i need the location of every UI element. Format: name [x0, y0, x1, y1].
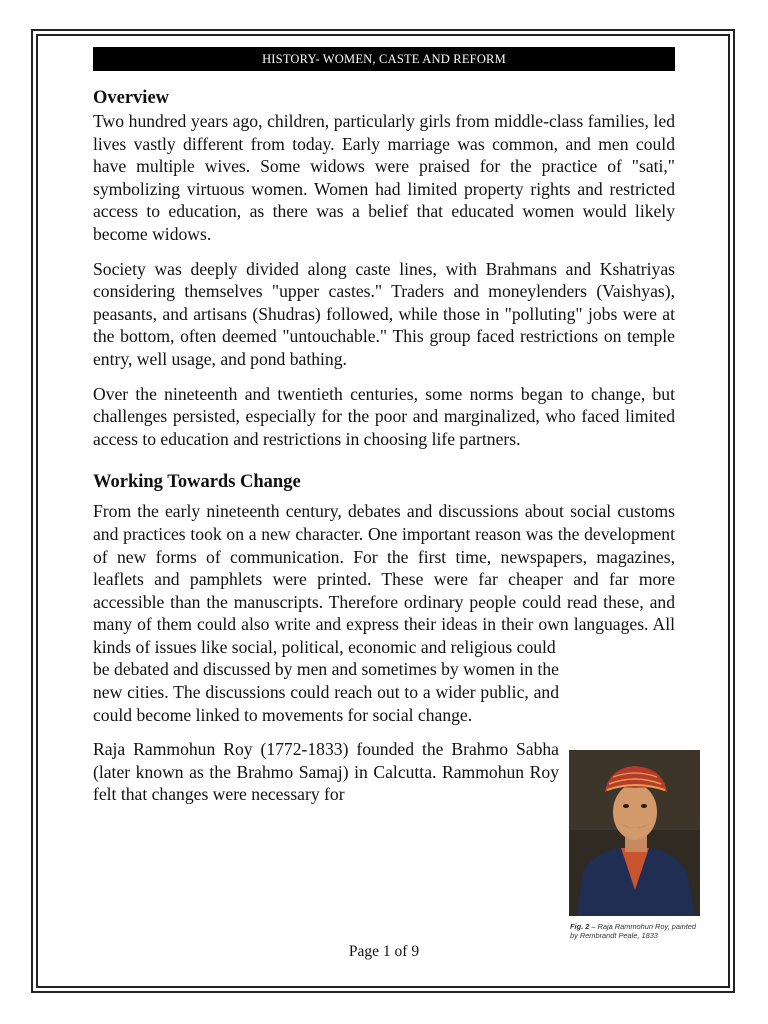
- overview-paragraph-2: Society was deeply divided along caste lines, with Brahmans and Kshatriyas considering themselves "upper castes." Traders and moneylenders (Vaishyas), peasants, and artisans (Shudras) followed, while those in "polluting" jobs were at the bottom, often deemed "untouchable." This group faced restrictions on temple entry, well usage, and pond bathing.: [93, 258, 675, 369]
- overview-paragraph-3: Over the nineteenth and twentieth centuries, some norms began to change, but challenges persisted, especially for the poor and marginalized, who faced limited access to education and restrictions in choosing life partners.: [93, 383, 675, 449]
- figure-caption-label: Fig. 2: [570, 922, 590, 931]
- figure-caption-text: – Raja Rammohun Roy, painted by Rembrandt Peale, 1833: [570, 922, 696, 940]
- portrait-image: [569, 750, 700, 916]
- main-content: [93, 86, 675, 818]
- figure: [569, 750, 700, 940]
- working-paragraph-1: From the early nineteenth century, debates and discussions about social customs and practices took on a new character. One important reason was the development of new forms of communication. For the first time, newspapers, magazines, leaflets and pamphlets were printed. These were far cheaper and far more accessible than the manuscripts. Therefore ordinary people could read these, and many of them could also write and express their ideas in their own languages. All kinds of issues like social, political, economic and religious could: [93, 501, 675, 657]
- working-heading: Working Towards Change: [93, 472, 301, 493]
- page-number: Page 1 of 9: [348, 943, 420, 960]
- header-title: HISTORY- WOMEN, CASTE AND REFORM: [93, 47, 675, 71]
- figure-caption: [569, 922, 700, 940]
- overview-heading: Overview: [93, 88, 170, 108]
- working-paragraph-2: Raja Rammohun Roy (1772-1833) founded the Brahmo Sabha (later known as the Brahmo Samaj) in Calcutta. Rammohun Roy felt that changes were necessary for: [93, 739, 559, 805]
- working-paragraph-1-wrapped: be debated and discussed by men and sometimes by women in the new cities. The discussions could reach out to a wider public, and could become linked to movements for social change.: [93, 659, 559, 725]
- overview-paragraph-1: Two hundred years ago, children, particularly girls from middle-class families, led lives vastly different from today. Early marriage was common, and men could have multiple wives. Some widows were praised for the practice of "sati," symbolizing virtuous women. Women had limited property rights and restricted access to education, as there was a belief that educated women would likely become widows.: [93, 111, 675, 244]
